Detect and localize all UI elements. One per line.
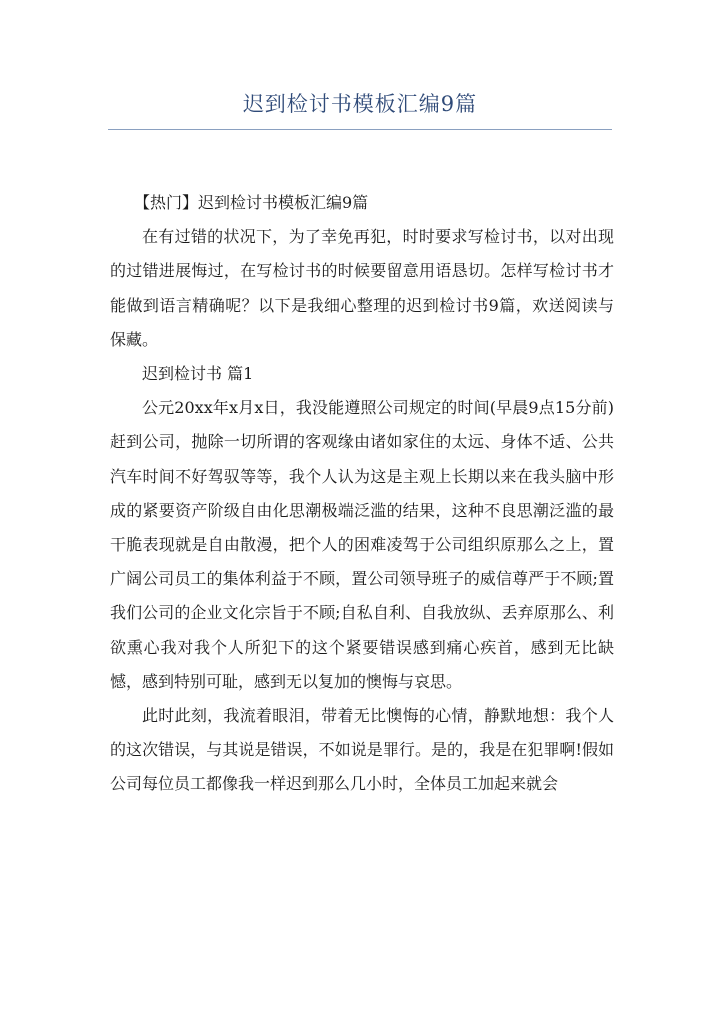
document-body (110, 186, 614, 802)
title-divider (108, 129, 612, 130)
section-heading: 迟到检讨书 篇1 (142, 364, 254, 384)
body-paragraph-2: 此时此刻，我流着眼泪，带着无比懊悔的心情，静默地想：我个人的这次错误，与其说是错误，不如说是罪行。是的，我是在犯罪啊!假如公司每位员工都像我一样迟到那么几小时，全体员工加起来就会 (110, 706, 614, 794)
body-paragraph-1: 公元20xx年x月x日，我没能遵照公司规定的时间(早晨9点15分前)赶到公司，抛除一切所谓的客观缘由诸如家住的太远、身体不适、公共汽车时间不好驾驭等等，我个人认为这是主观上长期以来在我头脑中形成的紧要资产阶级自由化思潮极端泛滥的结果，这种不良思潮泛滥的最干脆表现就是自由散漫，把个人的困难凌驾于公司组织原那么之上，置广阔公司员工的集体利益于不顾，置公司领导班子的威信尊严于不顾;置我们公司的企业文化宗旨于不顾;自私自利、自我放纵、丢弃原那么、利欲熏心我对我个人所犯下的这个紧要错误感到痛心疾首，感到无比缺憾，感到特别可耻，感到无以复加的懊悔与哀思。 (110, 398, 614, 691)
intro-paragraph: 在有过错的状况下，为了幸免再犯，时时要求写检讨书，以对出现的过错进展悔过，在写检讨书的时候要留意用语恳切。怎样写检讨书才能做到语言精确呢？以下是我细心整理的迟到检讨书9篇，欢送阅读与保藏。 (110, 227, 614, 349)
hot-line: 【热门】迟到检讨书模板汇编9篇 (134, 193, 369, 212)
document-title: 迟到检讨书模板汇编9篇 (242, 92, 478, 116)
